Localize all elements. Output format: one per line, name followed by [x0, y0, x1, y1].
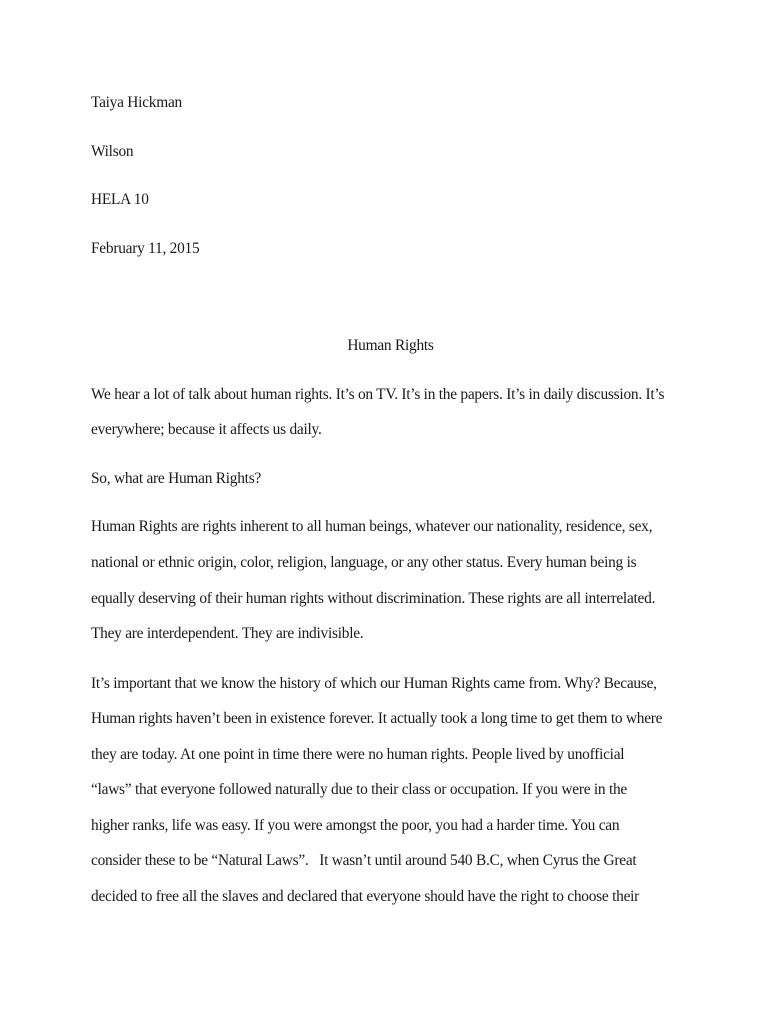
paragraph-line: It’s important that we know the history of which our Human Rights came from. Why? Because, — [91, 675, 657, 692]
paragraph-line: higher ranks, life was easy. If you were amongst the poor, you had a harder time. You can — [91, 817, 620, 834]
paragraph-line: everywhere; because it affects us daily. — [91, 421, 322, 438]
paragraph-line: Human Rights are rights inherent to all human beings, whatever our nationality, residence, sex, — [91, 518, 653, 535]
paragraph-line: national or ethnic origin, color, religion, language, or any other status. Every human being is — [91, 554, 637, 571]
essay-title: Human Rights — [347, 337, 434, 354]
paragraph-line: Human rights haven’t been in existence forever. It actually took a long time to get them to where — [91, 710, 663, 727]
author-name: Taiya Hickman — [91, 94, 182, 111]
paragraph-line: We hear a lot of talk about human rights. It’s on TV. It’s in the papers. It’s in daily discussion. It’s — [91, 386, 665, 403]
course-name: HELA 10 — [91, 191, 149, 208]
paragraph-line: They are interdependent. They are indivisible. — [91, 625, 364, 642]
paragraph-line: consider these to be “Natural Laws”. It wasn’t until around 540 B.C, when Cyrus the Great — [91, 852, 637, 869]
paragraph-line: they are today. At one point in time there were no human rights. People lived by unofficial — [91, 746, 625, 763]
paragraph-line: equally deserving of their human rights without discrimination. These rights are all interrelated. — [91, 590, 656, 607]
paragraph-line: decided to free all the slaves and declared that everyone should have the right to choose their — [91, 888, 640, 905]
paragraph-line: So, what are Human Rights? — [91, 470, 262, 487]
paragraph-line: “laws” that everyone followed naturally due to their class or occupation. If you were in the — [91, 781, 627, 798]
essay-date: February 11, 2015 — [91, 240, 200, 257]
instructor-name: Wilson — [91, 143, 134, 160]
